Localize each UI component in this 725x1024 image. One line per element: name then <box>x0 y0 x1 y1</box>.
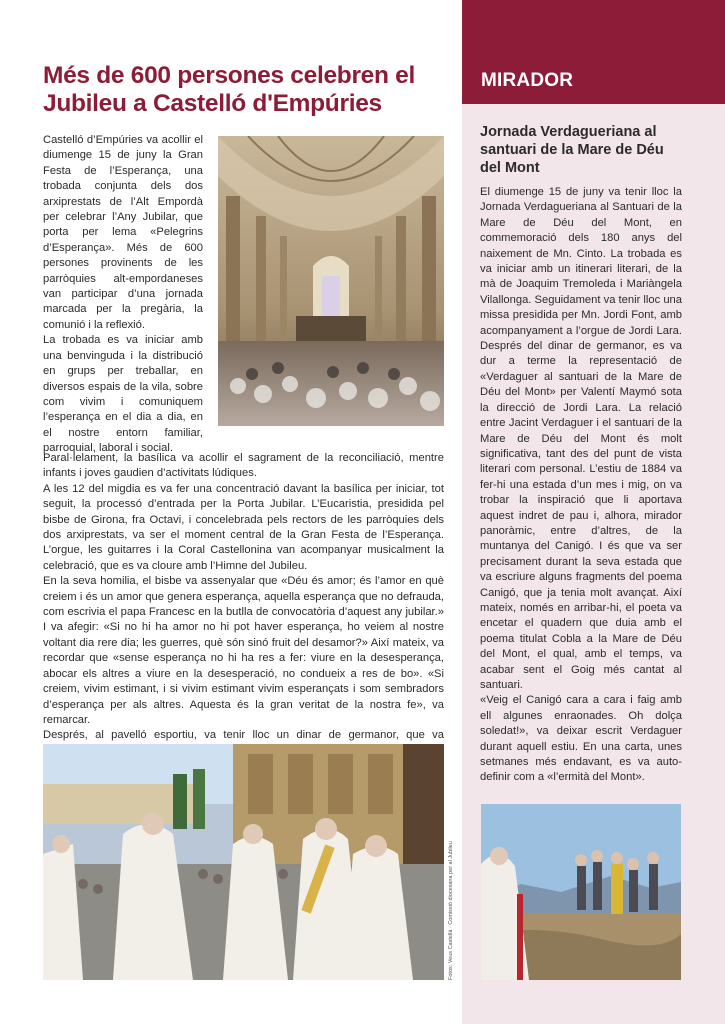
sidebar-body <box>480 185 682 786</box>
mountain-sanctuary-photo <box>481 804 681 980</box>
paragraph-2b: Paral·lelament, la basílica va acollir el sagrament de la reconciliació, mentre infants i joves gaudien d’activitats lúdiques. <box>43 452 444 480</box>
section-header <box>462 0 725 104</box>
paragraph-5: Després, al pavelló esportiu, va tenir lloc un dinar de germanor, que va <box>43 729 444 742</box>
sidebar-paragraph-2: «Veig el Canigó cara a cara i faig amb ell algunes enraonades. Oh dolça soledat!», va deixar escrit Verdaguer durant aquell estiu. En una carta, unes setmanes més endavant, es va auto-definir com a «l’ermità del Mont». <box>480 694 682 784</box>
section-label: MIRADOR <box>481 70 574 91</box>
sidebar-title: Jornada Verdagueriana al santuari de la Mare de Déu del Mont <box>480 124 664 176</box>
procession-photo <box>43 744 444 980</box>
article-headline: Més de 600 persones celebren el Jubileu a Castelló d'Empúries <box>43 62 416 117</box>
wide-column <box>43 451 444 759</box>
paragraph-4: En la seva homilia, el bisbe va assenyalar que «Déu és amor; és l’amor en què creiem i és un amor que genera esperança, aquella esperança que no defrauda, com escrivia el papa Francesc en la butlla de convocatòria d’aquest any jubilar.» I va afegir: «Si no hi ha amor no hi pot haver esperança, ho veiem al nostre voltant dia rere dia; les guerres, què són sinó fruit del desamor?» Així mateix, va recordar que «sense esperança no hi ha res a fer: viure en la desesperança, abocar els altres a viure en la desesperació, no condueix a res de bo». «Si creiem, vivim estimant, i si vivim estimant vivim esperançats i som sembradors d’esperança per als altres. Aquesta és la gran veritat de la nostra fe», va remarcar. <box>43 575 444 726</box>
lead-paragraph: Castelló d’Empúries va acollir el diumenge 15 de juny la Gran Festa de l’Esperança, una trobada conjunta dels dos arxiprestats de l’Alt Empordà per celebrar l’Any Jubilar, que porta per lema «Pelegrins d’Esperança». Més de 600 persones provinents de les parròquies alt-empordaneses van participar d’una jornada marcada per la pregària, la comunió i la reflexió. <box>43 134 203 331</box>
paragraph-3: A les 12 del migdia es va fer una concentració davant la basílica per iniciar, tot seguit, la processó d’entrada per la Porta Jubilar. L’Eucaristia, presidida pel bisbe de Girona, fra Octavi, i concelebrada pels rectors de les parròquies dels dos arxiprestats, va ser el moment central de la Gran Festa de l’Esperança. L’orgue, les guitarres i la Coral Castellonina van acompanyar musicalment la celebració, que es va cloure amb l’Himne del Jubileu. <box>43 482 444 572</box>
lead-column <box>43 133 203 457</box>
paragraph-2a: La trobada es va iniciar amb una benvinguda i la distribució en grups per treballar, en diversos espais de la vila, sobre com vivim i comuniquem l’esperança en el dia a dia, en el nostre entorn familiar, parroquial, laboral i social. <box>43 334 203 455</box>
photo-credit: Fotos: Veus Castellà · Comissió diocesana per al Jubileu <box>448 841 454 980</box>
basilica-interior-photo <box>218 136 444 426</box>
sidebar-paragraph-1: El diumenge 15 de juny va tenir lloc la Jornada Verdagueriana al Santuari de la Mare de Déu del Mont, en commemoració dels 180 anys del naixement de Mn. Cinto. La trobada es va iniciar amb un itinerari literari, de la mà de Joaquim Tremoleda i Mariàngela Vilallonga. Seguidament va tenir lloc una missa presidida per Mn. Jordi Font, amb acompanyament a l’orgue de Jordi Lara. Després del dinar de germanor, es va dur a terme la representació de «Verdaguer al santuari de la Mare de Déu del Mont» per Valentí Maymó sota la direcció de Jordi Lara. La relació entre Jacint Verdaguer i el santuari de la Mare de Déu del Mont és molt significativa, tant des del punt de vista literari com personal. L’estiu de 1884 va fer-hi una estada d’un mes i mig, on va trobar la inspiració que li aportava aquest indret de pau i, alhora, mirador panoràmic, entre d’altres, de la muntanya del Canigó. I és que va ser precisament durant la seva estada que va escriure alguns fragments del poema Canigó, que ja tenia molt avançat. Així mateix, només en arribar-hi, el poeta va encetar el quadern que duia amb el poema titulat Cobla a la Mare de Déu del Mont, el qual, amb el temps, va acabar sent el Goig més cantat al santuari. <box>480 186 682 691</box>
